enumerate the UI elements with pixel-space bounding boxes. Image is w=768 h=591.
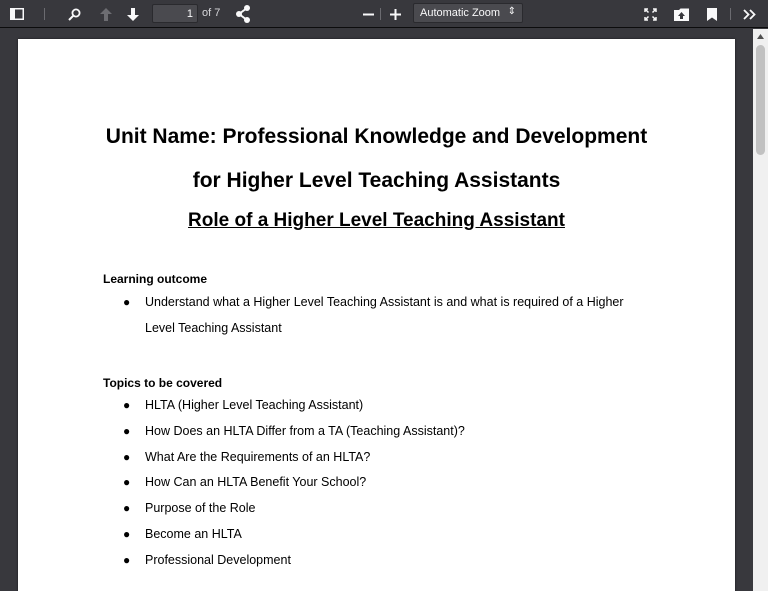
list-item-text: Become an HLTA <box>145 526 242 541</box>
bookmark-icon[interactable] <box>702 0 722 28</box>
open-file-icon[interactable] <box>671 0 691 28</box>
scrollbar-thumb[interactable] <box>756 45 765 155</box>
presentation-mode-icon[interactable] <box>640 0 660 28</box>
zoom-separator <box>380 8 381 20</box>
pdf-toolbar <box>0 0 768 28</box>
bullet-icon: ● <box>123 526 131 541</box>
list-item <box>123 290 653 341</box>
list-item-text: Professional Development <box>145 552 291 567</box>
zoom-out-icon[interactable] <box>359 0 377 28</box>
bullet-icon: ● <box>123 398 131 412</box>
bullet-icon: ● <box>123 552 131 567</box>
document-title-line1: Unit Name: Professional Knowledge and Development <box>105 125 648 148</box>
page-count-label: of 7 <box>202 7 221 19</box>
zoom-select-value: Automatic Zoom <box>420 7 501 19</box>
list-item-text: What Are the Requirements of an HLTA? <box>145 449 371 464</box>
zoom-select[interactable] <box>413 3 523 23</box>
pdf-viewer-container[interactable] <box>0 29 753 591</box>
tools-icon[interactable] <box>738 0 760 28</box>
list-item <box>123 419 465 445</box>
zoom-in-icon[interactable] <box>386 0 404 28</box>
bullet-icon: ● <box>123 295 131 309</box>
list-item-text: How Can an HLTA Benefit Your School? <box>145 475 367 490</box>
topics-list <box>123 393 465 574</box>
sidebar-toggle-icon[interactable] <box>6 0 28 28</box>
tools-separator <box>730 8 731 20</box>
list-item <box>123 470 465 496</box>
learning-outcome-heading: Learning outcome <box>103 272 208 286</box>
list-item-text: Purpose of the Role <box>145 501 256 516</box>
chevron-down-icon: ⇕ <box>507 6 516 17</box>
learning-outcome-list <box>123 290 653 341</box>
list-item-text: How Does an HLTA Differ from a TA (Teaching Assistant)? <box>145 423 465 438</box>
list-item <box>123 522 465 548</box>
page-number-input[interactable] <box>152 4 198 23</box>
document-subtitle: Role of a Higher Level Teaching Assistant <box>188 210 565 231</box>
vertical-scrollbar[interactable] <box>753 29 768 591</box>
list-item <box>123 548 465 574</box>
search-icon[interactable] <box>64 0 84 28</box>
list-item <box>123 496 465 522</box>
toolbar-separator <box>44 8 45 20</box>
list-item <box>123 445 465 471</box>
bullet-icon: ● <box>123 501 131 516</box>
bullet-icon: ● <box>123 449 131 464</box>
topics-heading: Topics to be covered <box>103 376 223 390</box>
next-page-icon[interactable] <box>123 0 143 28</box>
share-icon[interactable] <box>233 0 253 28</box>
bullet-icon: ● <box>123 475 131 490</box>
list-item-text: Understand what a Higher Level Teaching Assistant is and what is required of a Higher Level Teaching Assistant <box>145 295 624 335</box>
pdf-page <box>18 39 735 591</box>
list-item-text: HLTA (Higher Level Teaching Assistant) <box>145 398 364 412</box>
previous-page-icon[interactable] <box>96 0 116 28</box>
scroll-up-arrow-icon[interactable] <box>753 29 768 43</box>
document-title-line2: for Higher Level Teaching Assistants <box>192 169 561 192</box>
list-item <box>123 393 465 419</box>
bullet-icon: ● <box>123 423 131 438</box>
